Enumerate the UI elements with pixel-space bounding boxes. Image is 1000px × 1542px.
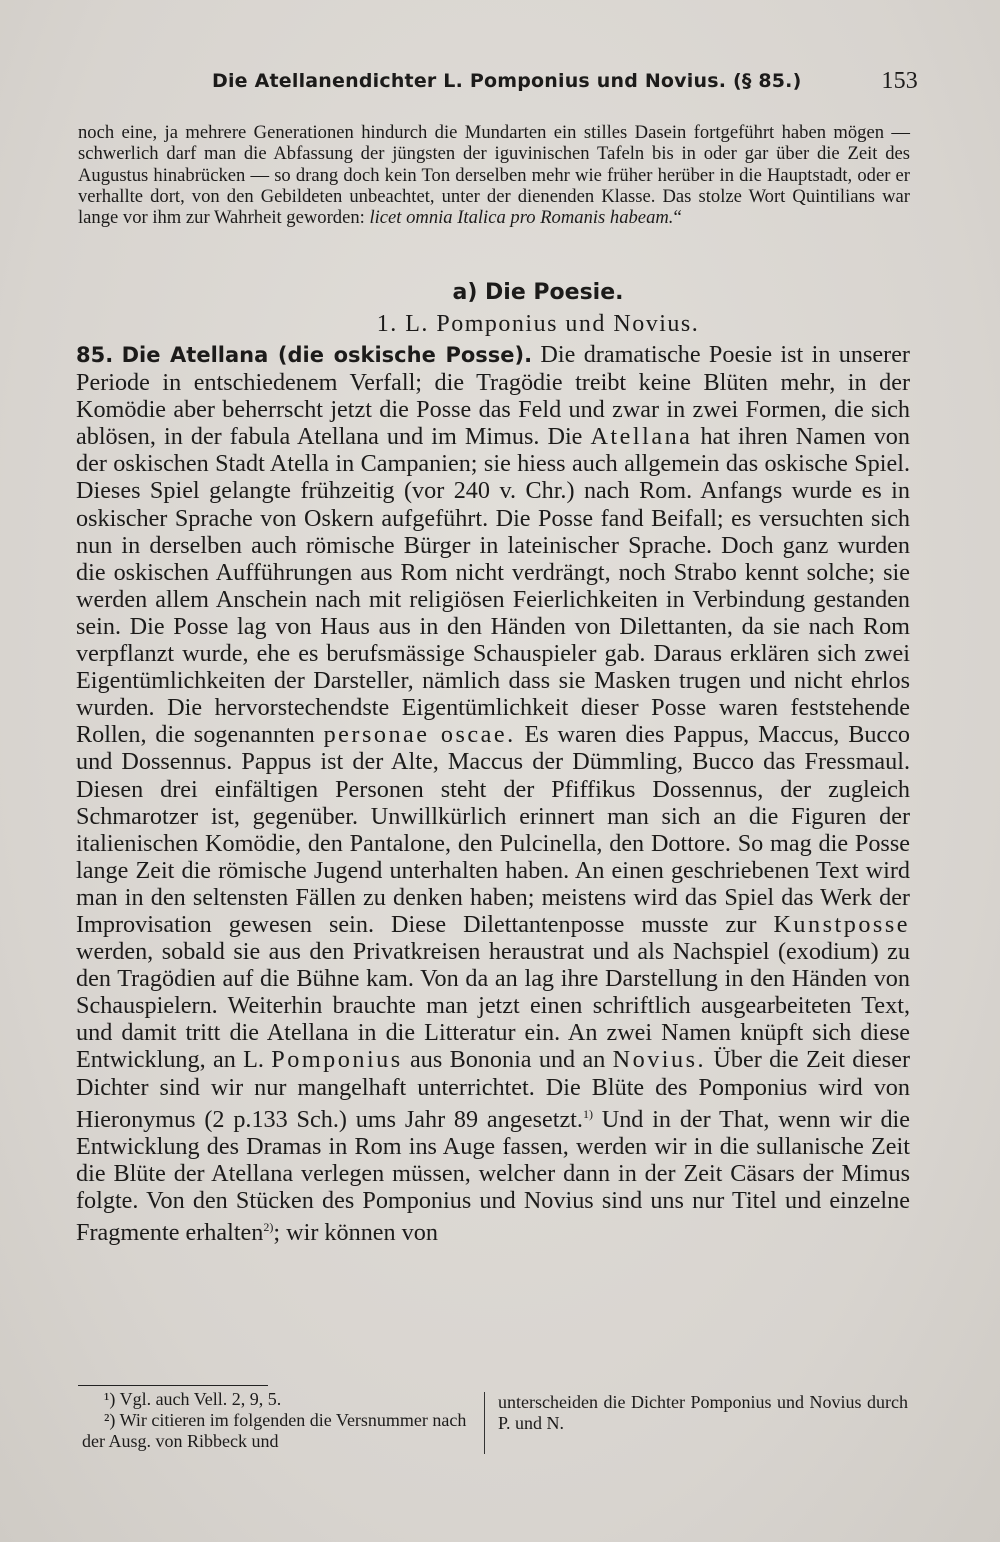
intro-paragraph <box>78 122 910 228</box>
text-segment-1: Die dramatische Poesie ist in unserer Periode in entschiedenem Verfall; die Tragödie treibt keine Blüten mehr, in der Komödie aber beherrscht jetzt die Posse das Feld und zwar in zwei Formen, die sich ablösen, in der fabula Atellana und im Mimus. Die <box>76 341 910 451</box>
emph-pomponius: Pomponius <box>271 1046 403 1074</box>
paragraph-title: Die Atellana (die oskische Posse). <box>121 343 533 367</box>
latin-quote: licet omnia Italica pro Romanis habeam. <box>369 207 674 229</box>
text-segment-5: aus Bononia und an <box>402 1046 613 1074</box>
text-segment-2: hat ihren Namen von der oskischen Stadt Atella in Campanien; sie hiess auch allgemein das oskische Spiel. Dieses Spiel gelangte frühzeitig (vor 240 v. Chr.) nach Rom. Anfangs wurde es in oskischer Sprache von Oskern aufgeführt. Die Posse fand Beifall; es versuchten sich nun in derselben auch römische Bürger in lateinischer Sprache. Doch ganz wurden die oskischen Aufführungen aus Rom nicht verdrängt, noch Strabo kennt solche; sie werden allem Anschein nach mit religiösen Feierlichkeiten in Verbindung gestanden sein. Die Posse lag von Haus aus in den Händen von Dilettanten, da sie nach Rom verpflanzt wurde, ehe es berufsmässige Schauspieler gab. Daraus erklären sich zwei Eigentümlichkeiten der Darsteller, nämlich dass sie Masken trugen und nicht ehrlos wurden. Die hervorstechendste Eigentümlichkeit dieser Posse waren feststehende Rollen, die sogenannten <box>76 423 910 749</box>
footnote-1: ¹) Vgl. auch Vell. 2, 9, 5. <box>104 1389 282 1409</box>
emph-personae-oscae: personae oscae. <box>323 721 516 749</box>
footnote-2-continuation: unterscheiden die Dichter Pomponius und Novius durch P. und N. <box>498 1392 908 1433</box>
text-segment-7: Und in der That, wenn wir die Entwicklung des Dramas in Rom ins Auge fassen, werden wir in die sullanische Zeit die Blüte der Atellana verlegen müssen, welcher dann in der Zeit Cäsars der Mimus folgte. Von den Stücken des Pomponius und Novius sind uns nur Titel und einzelne Fragmente erhalten <box>76 1105 910 1247</box>
emph-atellana: Atellana <box>590 423 693 451</box>
paragraph-number: 85. <box>76 343 114 367</box>
running-head <box>212 70 918 92</box>
text-segment-3: Es waren dies Pappus, Maccus, Bucco und Dossennus. Pappus ist der Alte, Maccus der Dümmling, Bucco das Fressmaul. Diesen drei einfältigen Personen steht der Pfiffikus Dossennus, der zugleich Schmarotzer ist, gegenüber. Unwillkürlich erinnert man sich an die Figuren der italienischen Komödie, den Pantalone, den Pulcinella, den Dottore. So mag die Posse lange Zeit die römische Jugend unterhalten haben. An einen geschriebenen Text wird man in den seltensten Fällen zu denken haben; meistens wird das Spiel das Werk der Improvisation gewesen sein. Diese Dilettantenposse musste zur <box>76 721 910 938</box>
page-number: 153 <box>881 68 918 94</box>
emph-novius: Novius. <box>612 1046 707 1074</box>
text-segment-4: werden, sobald sie aus den Privatkreisen heraustrat und als Nachspiel (exodium) zu den Tragödien auf die Bühne kam. Von da an lag ihre Darstellung in den Händen von Schauspielern. Weiterhin brauchte man jetzt einen schriftlich ausgearbeiteten Text, und damit tritt die Atellana in die Litteratur ein. An zwei Namen knüpft sich diese Entwicklung, an L. <box>76 938 910 1074</box>
intro-text: noch eine, ja mehrere Generationen hindurch die Mundarten ein stilles Dasein fortgeführt haben mögen — schwerlich darf man die Abfassung der jüngsten der iguvinischen Tafeln bis in oder gar über die Zeit des Augustus hinabrücken — so drang doch kein Ton derselben mehr wie früher herüber in die Hauptstadt, oder er verhallte dort, von den Gebildeten unbeachtet, unter der dienenden Klasse. Das stolze Wort Quintilians war lange vor ihm zur Wahrheit geworden: <box>78 122 910 229</box>
footnote-mark-2: 2) <box>263 1220 274 1235</box>
footnote-column-divider <box>484 1392 485 1454</box>
running-head-title: Die Atellanendichter L. Pomponius und Novius. (§ 85.) <box>212 70 802 92</box>
footnotes-left-column <box>82 1389 477 1452</box>
section-subheading: 1. L. Pomponius und Novius. <box>376 311 700 337</box>
footnote-2: ²) Wir citieren im folgenden die Versnummer nach der Ausg. von Ribbeck und <box>82 1410 467 1451</box>
footnote-rule <box>78 1385 268 1386</box>
main-paragraph <box>76 341 910 1246</box>
closing-quote: “ <box>673 207 682 229</box>
footnotes-right-column <box>498 1392 908 1434</box>
text-segment-6: Über die Zeit dieser Dichter sind wir nur mangelhaft unterrichtet. Die Blüte des Pomponius wird von Hieronymus (2 p.133 Sch.) ums Jahr 89 angesetzt. <box>76 1046 910 1133</box>
footnote-mark-1: 1) <box>582 1106 593 1121</box>
text-segment-8: ; wir können von <box>273 1219 438 1247</box>
section-heading: a) Die Poesie. <box>452 280 624 305</box>
emph-kunstposse: Kunstposse <box>773 910 910 938</box>
